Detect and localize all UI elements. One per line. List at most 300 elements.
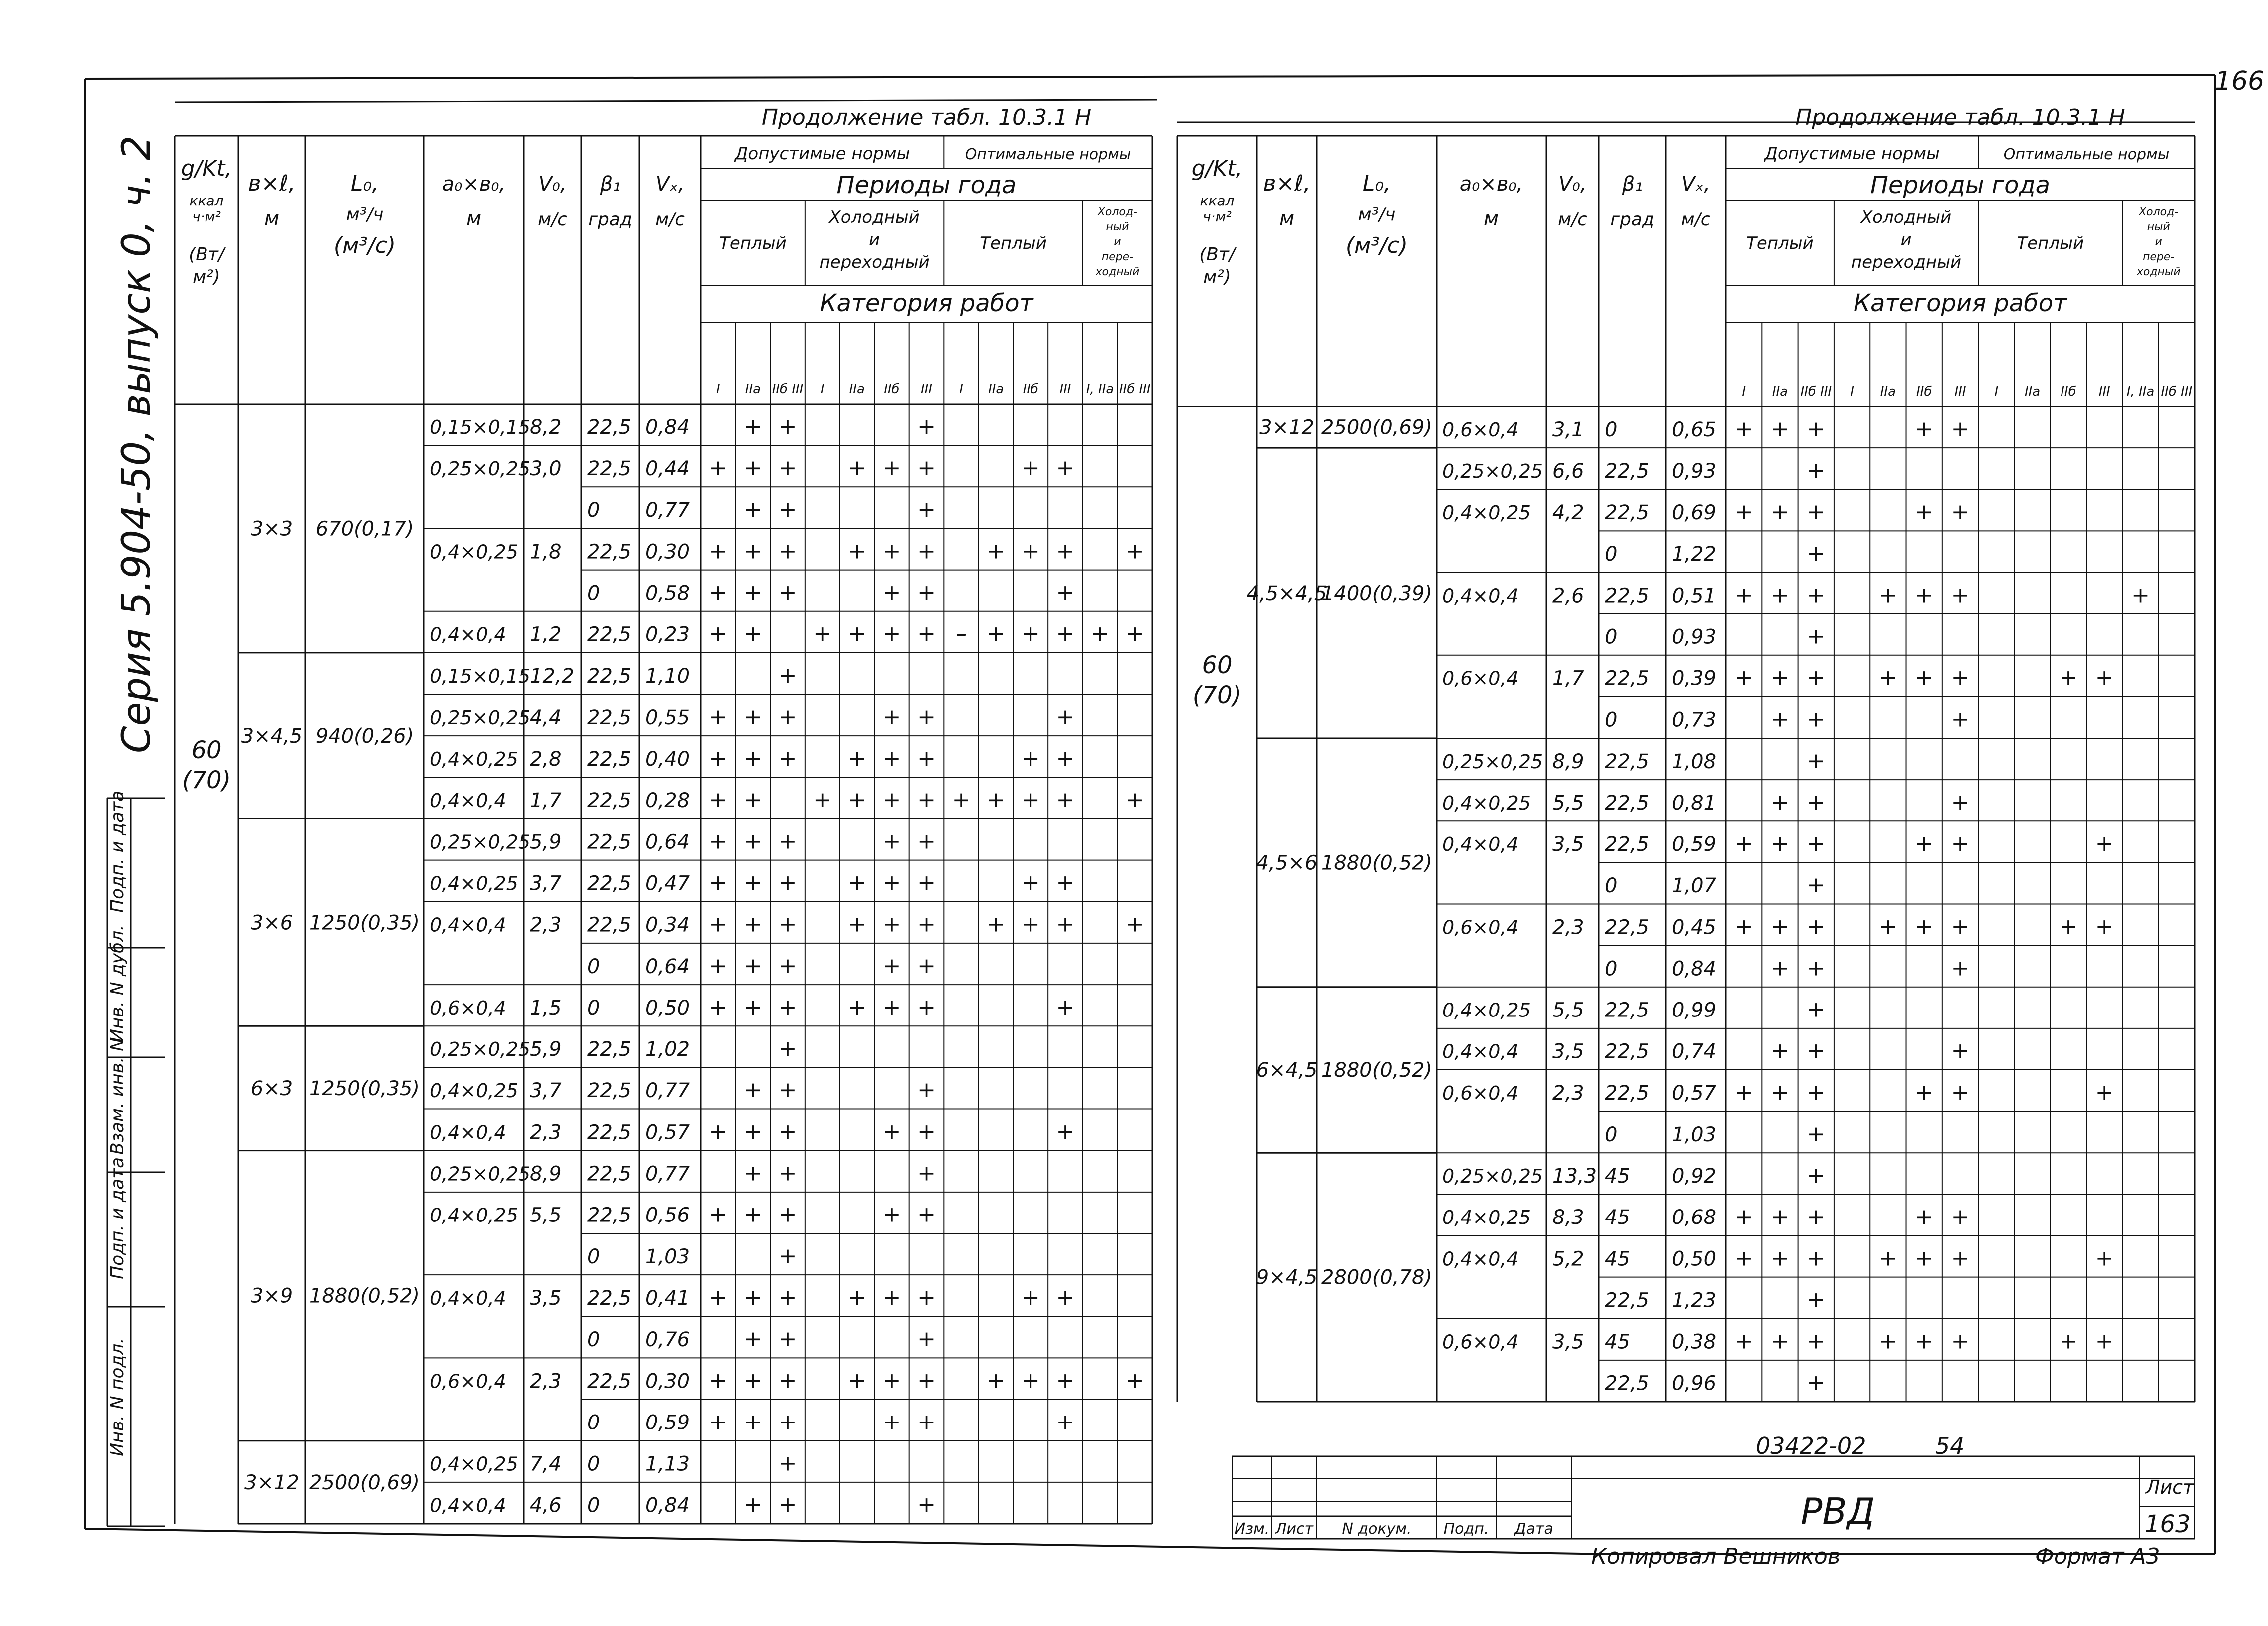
row-beta: 22,5 (587, 1079, 632, 1103)
category-label: I, IIа (1086, 382, 1114, 397)
norm-mark: + (778, 413, 797, 439)
row-v0: 3,5 (1552, 833, 1584, 856)
norm-mark: + (778, 1202, 797, 1227)
row-vx: 0,23 (645, 623, 690, 646)
norm-mark: + (2095, 914, 2114, 940)
period-warm: Теплый (719, 233, 787, 253)
norm-mark: + (1056, 455, 1075, 481)
row-beta: 22,5 (1605, 584, 1649, 608)
row-ab: 0,25×0,25 (430, 1163, 531, 1185)
row-beta: 0 (587, 955, 600, 978)
norm-mark: + (778, 455, 797, 481)
group-L: 2800(0,78) (1321, 1266, 1433, 1289)
norm-mark: + (2059, 1328, 2078, 1354)
norm-mark: + (1878, 914, 1897, 940)
list-label: Лист (2146, 1476, 2194, 1498)
norm-mark: + (882, 828, 901, 854)
row-ab: 0,6×0,4 (430, 1370, 506, 1393)
norm-mark: + (917, 1119, 936, 1145)
row-v0: 4,6 (530, 1494, 562, 1517)
norm-mark: + (882, 704, 901, 730)
period-cold: Холодный (829, 207, 920, 227)
norm-mark: + (1878, 1245, 1897, 1271)
row-vx: 1,02 (645, 1038, 690, 1061)
row-ab: 0,4×0,4 (430, 914, 506, 936)
norm-mark: + (1734, 1328, 1753, 1354)
norm-mark: + (1915, 416, 1934, 442)
norm-mark: + (1125, 911, 1144, 937)
norm-mark: + (1807, 914, 1826, 940)
row-beta: 22,5 (587, 1286, 632, 1310)
norm-mark: + (778, 1119, 797, 1145)
group-L: 940(0,26) (315, 725, 414, 748)
row-ab: 0,4×0,25 (430, 1080, 518, 1102)
vx-header: Vₓ, (655, 173, 685, 196)
norm-mark: + (1951, 416, 1970, 442)
row-ab: 0,25×0,25 (1443, 750, 1543, 773)
row-ab: 0,4×0,25 (1443, 502, 1531, 524)
row-vx: 0,30 (645, 1370, 690, 1393)
norm-mark: + (987, 538, 1006, 564)
list-number: 163 (2145, 1510, 2191, 1538)
norm-mark: + (1125, 621, 1144, 647)
norm-mark: + (743, 787, 762, 813)
row-v0: 1,2 (530, 623, 562, 646)
norm-mark: – (956, 621, 967, 647)
period-cold-optimal: пере- (2143, 251, 2175, 263)
norm-mark: + (1021, 911, 1040, 937)
norm-mark: + (917, 455, 936, 481)
group-L: 1250(0,35) (309, 1077, 420, 1100)
row-vx: 0,81 (1672, 791, 1717, 814)
row-vx: 0,64 (645, 830, 690, 854)
row-beta: 22,5 (587, 1038, 632, 1061)
row-ab: 0,25×0,25 (430, 1038, 531, 1061)
norm-mark: + (1878, 1328, 1897, 1354)
norm-mark: + (1056, 704, 1075, 730)
norm-mark: + (1807, 499, 1826, 525)
tb-label: Дата (1514, 1520, 1553, 1538)
norm-mark: + (778, 1326, 797, 1352)
norm-mark: + (1771, 1245, 1789, 1271)
period-cold-optimal: и (1114, 236, 1121, 248)
norm-mark: + (778, 704, 797, 730)
norm-mark: + (882, 787, 901, 813)
norm-mark: + (778, 538, 797, 564)
row-beta: 0 (1605, 543, 1618, 566)
L-header: (м³/с) (1345, 233, 1408, 258)
norm-mark: + (917, 1492, 936, 1518)
norm-mark: + (917, 1077, 936, 1103)
row-beta: 0 (587, 1452, 600, 1476)
row-beta: 0 (587, 1328, 600, 1352)
norm-mark: + (1021, 1284, 1040, 1310)
norm-mark: + (1771, 914, 1789, 940)
row-v0: 2,8 (530, 748, 562, 771)
ab-header: a₀×в₀, (1459, 173, 1523, 196)
row-vx: 0,77 (645, 1079, 690, 1103)
g-header: м²) (193, 267, 220, 287)
norm-mark: + (1807, 665, 1826, 691)
row-v0: 8,9 (1552, 750, 1584, 773)
period-cold-optimal: и (2155, 236, 2162, 248)
doc-number: 54 (1935, 1432, 1965, 1459)
category-label: IIа (2024, 384, 2041, 399)
group-L: 2500(0,69) (1321, 416, 1433, 439)
row-vx: 0,65 (1672, 418, 1717, 441)
row-ab: 0,4×0,4 (1443, 1248, 1519, 1270)
row-vx: 0,50 (645, 996, 690, 1019)
row-ab: 0,4×0,4 (430, 1121, 506, 1144)
row-vx: 0,92 (1672, 1165, 1717, 1188)
ab-header: м (466, 207, 482, 230)
vx-header: м/с (655, 209, 685, 230)
norm-mark: + (743, 1077, 762, 1103)
norm-mark: + (709, 580, 728, 606)
bl-header: м (264, 207, 280, 230)
norm-mark: + (847, 746, 866, 772)
norm-mark: + (882, 1368, 901, 1394)
g-header: м²) (1203, 267, 1231, 287)
norm-mark: + (1807, 457, 1826, 483)
norm-mark: + (1056, 580, 1075, 606)
norm-mark: + (709, 870, 728, 896)
row-beta: 22,5 (1605, 459, 1649, 483)
norm-mark: + (847, 538, 866, 564)
row-vx: 0,44 (645, 457, 690, 481)
row-beta: 45 (1605, 1206, 1630, 1229)
category-label: IIб (884, 382, 900, 397)
row-ab: 0,4×0,25 (430, 872, 518, 895)
group-bl: 3×12 (1259, 416, 1314, 439)
norm-mark: + (917, 538, 936, 564)
v0-header: м/с (537, 209, 568, 230)
group-bl: 4,5×4,5 (1246, 582, 1327, 606)
norm-mark: + (1091, 621, 1110, 647)
norm-mark: + (1734, 1245, 1753, 1271)
norm-mark: + (1915, 1079, 1934, 1105)
row-v0: 3,5 (1552, 1330, 1584, 1354)
L-header: (м³/с) (333, 233, 396, 258)
row-beta: 22,5 (587, 1162, 632, 1186)
row-beta: 0 (1605, 957, 1618, 981)
row-beta: 45 (1605, 1330, 1630, 1354)
norm-mark: + (1734, 831, 1753, 857)
norm-mark: + (917, 1160, 936, 1186)
g-header: ч·м² (1203, 208, 1232, 225)
g-value: 60 (1202, 651, 1233, 679)
row-beta: 22,5 (1605, 791, 1649, 814)
norm-mark: + (1056, 994, 1075, 1020)
g-header: (Вт/ (1199, 244, 1235, 265)
row-v0: 2,3 (530, 1121, 562, 1144)
norm-mark: + (1771, 582, 1789, 608)
norm-mark: + (917, 828, 936, 854)
norm-mark: + (743, 621, 762, 647)
norm-mark: + (1915, 1328, 1934, 1354)
norm-mark: + (1951, 665, 1970, 691)
row-v0: 1,5 (530, 996, 562, 1019)
norm-mark: + (743, 704, 762, 730)
row-v0: 7,4 (530, 1452, 562, 1476)
norm-mark: + (1056, 787, 1075, 813)
norm-mark: + (709, 1119, 728, 1145)
row-ab: 0,4×0,4 (430, 1494, 506, 1517)
group-bl: 6×4,5 (1256, 1059, 1318, 1082)
norm-mark: + (1807, 1370, 1826, 1396)
row-v0: 2,3 (1552, 1081, 1584, 1105)
row-vx: 1,03 (645, 1245, 690, 1268)
stamp-cell-label: Инв. N подл. (107, 1338, 128, 1456)
norm-mark: + (743, 911, 762, 937)
category-label: IIб III (772, 382, 804, 397)
period-warm-optimal: Теплый (980, 233, 1047, 253)
b1-header: β₁ (600, 173, 621, 196)
row-ab: 0,6×0,4 (1443, 916, 1519, 939)
row-vx: 0,55 (645, 706, 690, 729)
norm-mark: + (917, 497, 936, 523)
g-value: (70) (182, 766, 231, 794)
norm-mark: + (1807, 582, 1826, 608)
norm-mark: + (778, 1492, 797, 1518)
row-ab: 0,4×0,25 (430, 1204, 518, 1226)
row-ab: 0,6×0,4 (430, 997, 506, 1019)
norm-mark: + (1056, 621, 1075, 647)
copied-by: Копировал Вешников (1591, 1544, 1841, 1569)
norm-mark: + (1878, 665, 1897, 691)
category-label: III (2098, 384, 2110, 399)
norm-mark: + (709, 994, 728, 1020)
norm-mark: + (743, 1409, 762, 1435)
period-cold-optimal: ходный (1095, 266, 1140, 278)
norm-mark: + (1734, 665, 1753, 691)
norm-mark: + (743, 953, 762, 979)
norm-mark: + (1951, 914, 1970, 940)
row-beta: 0 (1605, 1123, 1618, 1146)
norm-mark: + (743, 1284, 762, 1310)
norm-mark: + (1807, 1079, 1826, 1105)
row-ab: 0,6×0,4 (1443, 667, 1519, 690)
tb-label: N докум. (1342, 1520, 1412, 1538)
row-vx: 0,84 (645, 1494, 690, 1517)
norm-mark: + (1056, 911, 1075, 937)
row-vx: 0,47 (645, 872, 690, 895)
norm-mark: + (1915, 831, 1934, 857)
format-label: Формат А3 (2035, 1544, 2160, 1569)
category-label: I (1850, 384, 1854, 399)
norm-mark: + (1771, 831, 1789, 857)
norm-mark: + (743, 1160, 762, 1186)
row-beta: 22,5 (587, 706, 632, 729)
norm-mark: + (1807, 1038, 1826, 1064)
norm-mark: + (743, 870, 762, 896)
norm-mark: + (1771, 416, 1789, 442)
group-L: 2500(0,69) (309, 1471, 420, 1494)
row-beta: 22,5 (1605, 667, 1649, 690)
norm-mark: + (1021, 787, 1040, 813)
norm-mark: + (709, 1202, 728, 1227)
row-beta: 22,5 (587, 664, 632, 688)
row-vx: 0,30 (645, 540, 690, 564)
row-v0: 2,3 (530, 1370, 562, 1393)
g-header: (Вт/ (189, 244, 224, 265)
row-vx: 0,74 (1672, 1040, 1717, 1063)
row-beta: 22,5 (587, 1370, 632, 1393)
row-vx: 0,84 (645, 415, 690, 439)
group-bl: 3×6 (250, 911, 293, 935)
norm-mark: + (743, 538, 762, 564)
norm-mark: + (709, 1368, 728, 1394)
norm-mark: + (778, 828, 797, 854)
row-ab: 0,4×0,25 (1443, 999, 1531, 1021)
norm-mark: + (1125, 1368, 1144, 1394)
allowed-norms-label: Допустимые нормы (1764, 144, 1940, 164)
norm-mark: + (882, 621, 901, 647)
row-ab: 0,25×0,25 (430, 458, 531, 480)
group-L: 1880(0,52) (1321, 851, 1433, 875)
right-table (1177, 105, 2195, 1402)
norm-mark: + (743, 828, 762, 854)
norm-mark: + (1056, 746, 1075, 772)
group-bl: 6×3 (250, 1077, 293, 1100)
vx-header: м/с (1681, 209, 1711, 230)
norm-mark: + (709, 953, 728, 979)
row-ab: 0,4×0,4 (430, 790, 506, 812)
row-ab: 0,25×0,25 (1443, 1165, 1543, 1188)
row-vx: 0,50 (1672, 1247, 1717, 1271)
norm-mark: + (778, 1450, 797, 1476)
period-cold-optimal: Холод- (2139, 206, 2179, 218)
row-v0: 6,6 (1552, 459, 1584, 483)
norm-mark: + (1734, 1079, 1753, 1105)
norm-mark: + (813, 787, 832, 813)
norm-mark: + (917, 787, 936, 813)
row-vx: 1,23 (1672, 1289, 1717, 1312)
norm-mark: + (1734, 499, 1753, 525)
norm-mark: + (743, 746, 762, 772)
category-label: IIа (849, 382, 865, 397)
norm-mark: + (917, 870, 936, 896)
norm-mark: + (1807, 789, 1826, 815)
vx-header: Vₓ, (1681, 173, 1710, 196)
row-v0: 5,9 (530, 1038, 562, 1061)
category-label: I (1742, 384, 1746, 399)
row-v0: 5,5 (1552, 999, 1584, 1022)
norm-mark: + (1951, 955, 1970, 981)
norm-mark: + (847, 621, 866, 647)
norm-mark: + (743, 580, 762, 606)
row-beta: 22,5 (1605, 1040, 1649, 1063)
norm-mark: + (917, 1202, 936, 1227)
norm-mark: + (743, 1326, 762, 1352)
norm-mark: + (778, 1077, 797, 1103)
norm-mark: + (778, 1243, 797, 1269)
norm-mark: + (1951, 789, 1970, 815)
row-beta: 0 (1605, 874, 1618, 898)
norm-mark: + (987, 787, 1006, 813)
period-cold-optimal: ный (1106, 221, 1129, 233)
norm-mark: + (1771, 1204, 1789, 1230)
norm-mark: + (917, 1368, 936, 1394)
row-ab: 0,25×0,25 (430, 831, 531, 853)
category-label: IIб (1916, 384, 1932, 399)
norm-mark: + (1951, 1038, 1970, 1064)
row-beta: 22,5 (587, 789, 632, 813)
row-v0: 8,3 (1552, 1206, 1584, 1229)
period-cold: переходный (819, 252, 930, 272)
doc-code: 03422-02 (1756, 1432, 1866, 1459)
stamp-cell-label: Взам. инв. N (107, 1038, 128, 1155)
row-v0: 8,2 (530, 415, 562, 439)
norm-mark: + (1021, 455, 1040, 481)
v0-header: м/с (1557, 209, 1588, 230)
norm-mark: + (2095, 1079, 2114, 1105)
row-vx: 0,56 (645, 1204, 690, 1227)
group-L: 1400(0,39) (1321, 582, 1433, 606)
norm-mark: + (917, 621, 936, 647)
row-vx: 0,39 (1672, 667, 1717, 690)
page-number: 166 (2215, 66, 2265, 96)
row-vx: 0,58 (645, 582, 690, 605)
norm-mark: + (1951, 1245, 1970, 1271)
row-v0: 2,6 (1552, 584, 1584, 608)
norm-mark: + (1771, 789, 1789, 815)
norm-mark: + (709, 746, 728, 772)
row-vx: 0,99 (1672, 999, 1717, 1022)
norm-mark: + (1125, 538, 1144, 564)
row-beta: 22,5 (587, 540, 632, 564)
norm-mark: + (917, 953, 936, 979)
norm-mark: + (709, 911, 728, 937)
category-label: I (959, 382, 963, 397)
norm-mark: + (917, 1409, 936, 1435)
row-ab: 0,6×0,4 (1443, 1082, 1519, 1104)
row-v0: 5,2 (1552, 1247, 1584, 1271)
row-vx: 0,77 (645, 1162, 690, 1186)
norm-mark: + (917, 704, 936, 730)
norm-mark: + (778, 953, 797, 979)
row-vx: 1,22 (1672, 543, 1717, 566)
period-cold-optimal: Холод- (1097, 206, 1137, 218)
norm-mark: + (917, 413, 936, 439)
L-header: L₀, (350, 171, 379, 196)
norm-mark: + (1915, 665, 1934, 691)
work-category-label: Категория работ (1853, 289, 2067, 317)
stamp-cell-label: Инв. N дубл. (107, 925, 128, 1042)
norm-mark: + (778, 1284, 797, 1310)
frame-top-line (85, 75, 2215, 79)
row-ab: 0,4×0,4 (430, 1287, 506, 1309)
row-ab: 0,4×0,25 (430, 541, 518, 563)
row-v0: 5,9 (530, 830, 562, 854)
norm-mark: + (2131, 582, 2150, 608)
norm-mark: + (917, 911, 936, 937)
norm-mark: + (1734, 1204, 1753, 1230)
optimal-norms-label: Оптимальные нормы (965, 146, 1131, 163)
row-beta: 22,5 (1605, 501, 1649, 525)
norm-mark: + (1807, 831, 1826, 857)
norm-mark: + (847, 870, 866, 896)
v0-header: V₀, (1558, 173, 1587, 196)
row-vx: 0,57 (645, 1121, 690, 1144)
category-label: IIа (1880, 384, 1896, 399)
row-vx: 0,77 (645, 499, 690, 522)
norm-mark: + (1915, 582, 1934, 608)
category-label: IIб (2061, 384, 2076, 399)
row-v0: 3,7 (530, 872, 562, 895)
row-vx: 0,41 (645, 1286, 690, 1310)
norm-mark: + (1951, 499, 1970, 525)
